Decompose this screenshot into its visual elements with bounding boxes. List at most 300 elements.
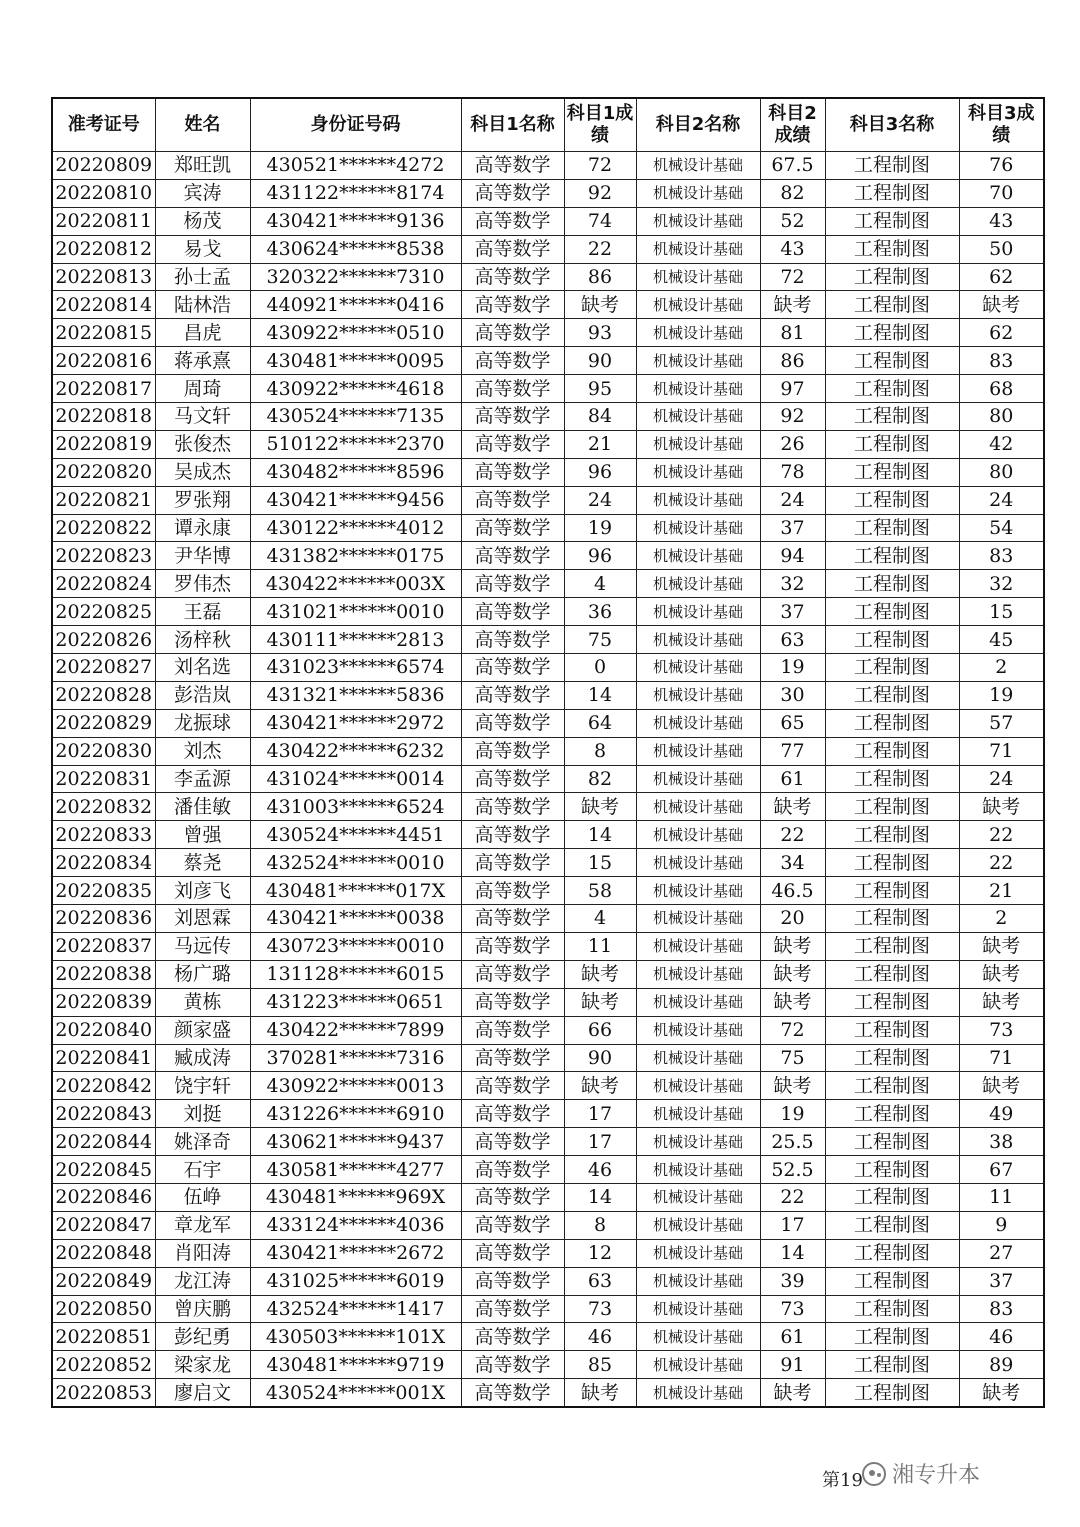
cell-subject2-name: 机械设计基础 [636, 1323, 760, 1351]
cell-subject3-score: 83 [959, 347, 1044, 375]
cell-id-number: 431003******6524 [250, 793, 461, 821]
cell-subject3-score: 21 [959, 877, 1044, 905]
cell-subject1-score: 15 [564, 849, 636, 877]
cell-subject1-score: 75 [564, 626, 636, 654]
cell-subject2-name: 机械设计基础 [636, 1295, 760, 1323]
cell-subject2-name: 机械设计基础 [636, 1100, 760, 1128]
cell-id-number: 430481******0095 [250, 347, 461, 375]
cell-name: 龙振球 [155, 709, 250, 737]
cell-exam-id: 20220853 [52, 1379, 155, 1407]
table-row [52, 347, 1044, 375]
cell-subject2-score: 37 [760, 598, 825, 626]
cell-subject1-score: 17 [564, 1128, 636, 1156]
cell-subject3-score: 11 [959, 1183, 1044, 1211]
cell-id-number: 430922******0013 [250, 1072, 461, 1100]
cell-subject3-score: 54 [959, 514, 1044, 542]
cell-subject3-name: 工程制图 [825, 709, 959, 737]
cell-subject2-name: 机械设计基础 [636, 905, 760, 933]
cell-subject1-name: 高等数学 [461, 375, 564, 403]
table-row [52, 960, 1044, 988]
cell-exam-id: 20220851 [52, 1323, 155, 1351]
table-row [52, 681, 1044, 709]
cell-subject1-name: 高等数学 [461, 877, 564, 905]
cell-subject3-name: 工程制图 [825, 626, 959, 654]
cell-name: 石宇 [155, 1156, 250, 1184]
cell-id-number: 431226******6910 [250, 1100, 461, 1128]
cell-id-number: 430111******2813 [250, 626, 461, 654]
cell-id-number: 430421******2672 [250, 1239, 461, 1267]
table-row [52, 1072, 1044, 1100]
cell-subject1-name: 高等数学 [461, 681, 564, 709]
table-row [52, 877, 1044, 905]
cell-subject3-name: 工程制图 [825, 486, 959, 514]
cell-exam-id: 20220810 [52, 179, 155, 207]
cell-subject2-name: 机械设计基础 [636, 988, 760, 1016]
cell-subject3-name: 工程制图 [825, 877, 959, 905]
cell-name: 梁家龙 [155, 1351, 250, 1379]
cell-exam-id: 20220837 [52, 932, 155, 960]
cell-subject2-score: 72 [760, 263, 825, 291]
table-row [52, 458, 1044, 486]
cell-id-number: 430524******001X [250, 1379, 461, 1407]
cell-subject2-score: 82 [760, 179, 825, 207]
cell-id-number: 430723******0010 [250, 932, 461, 960]
cell-subject2-name: 机械设计基础 [636, 1156, 760, 1184]
table-row [52, 542, 1044, 570]
cell-subject1-name: 高等数学 [461, 737, 564, 765]
cell-name: 廖启文 [155, 1379, 250, 1407]
table-body [52, 152, 1044, 1408]
cell-id-number: 430481******969X [250, 1183, 461, 1211]
cell-subject1-name: 高等数学 [461, 263, 564, 291]
cell-subject1-name: 高等数学 [461, 486, 564, 514]
cell-subject3-name: 工程制图 [825, 263, 959, 291]
cell-subject1-name: 高等数学 [461, 1295, 564, 1323]
cell-subject1-score: 93 [564, 319, 636, 347]
table-row [52, 207, 1044, 235]
cell-subject3-name: 工程制图 [825, 542, 959, 570]
header-exam-id: 准考证号 [52, 98, 155, 152]
cell-name: 蒋承熹 [155, 347, 250, 375]
cell-subject3-name: 工程制图 [825, 291, 959, 319]
cell-id-number: 430922******0510 [250, 319, 461, 347]
cell-subject3-score: 67 [959, 1156, 1044, 1184]
cell-subject3-name: 工程制图 [825, 1016, 959, 1044]
cell-exam-id: 20220814 [52, 291, 155, 319]
cell-subject2-name: 机械设计基础 [636, 1128, 760, 1156]
cell-subject1-score: 82 [564, 765, 636, 793]
cell-subject2-name: 机械设计基础 [636, 626, 760, 654]
cell-exam-id: 20220847 [52, 1211, 155, 1239]
cell-id-number: 431382******0175 [250, 542, 461, 570]
table-row [52, 737, 1044, 765]
cell-subject1-score: 11 [564, 932, 636, 960]
cell-id-number: 430421******9456 [250, 486, 461, 514]
cell-subject1-score: 缺考 [564, 793, 636, 821]
cell-subject3-name: 工程制图 [825, 375, 959, 403]
cell-id-number: 430421******2972 [250, 709, 461, 737]
cell-subject2-name: 机械设计基础 [636, 291, 760, 319]
header-subject1-score: 科目1成绩 [564, 98, 636, 152]
cell-name: 伍峥 [155, 1183, 250, 1211]
cell-subject2-score: 61 [760, 1323, 825, 1351]
cell-subject1-name: 高等数学 [461, 179, 564, 207]
cell-subject3-name: 工程制图 [825, 514, 959, 542]
cell-subject1-name: 高等数学 [461, 1156, 564, 1184]
cell-id-number: 430521******4272 [250, 152, 461, 180]
table-row [52, 570, 1044, 598]
cell-subject2-name: 机械设计基础 [636, 403, 760, 431]
header-subject2-score: 科目2成绩 [760, 98, 825, 152]
cell-exam-id: 20220842 [52, 1072, 155, 1100]
cell-exam-id: 20220829 [52, 709, 155, 737]
cell-subject3-name: 工程制图 [825, 681, 959, 709]
table-row [52, 626, 1044, 654]
table-row [52, 765, 1044, 793]
cell-subject3-name: 工程制图 [825, 207, 959, 235]
cell-subject1-name: 高等数学 [461, 932, 564, 960]
cell-exam-id: 20220818 [52, 403, 155, 431]
cell-subject3-score: 27 [959, 1239, 1044, 1267]
header-row [52, 98, 1044, 152]
cell-subject2-score: 67.5 [760, 152, 825, 180]
cell-subject2-score: 20 [760, 905, 825, 933]
cell-subject3-score: 80 [959, 458, 1044, 486]
cell-subject3-score: 80 [959, 403, 1044, 431]
cell-name: 曾庆鹏 [155, 1295, 250, 1323]
cell-subject2-score: 73 [760, 1295, 825, 1323]
cell-subject1-name: 高等数学 [461, 319, 564, 347]
cell-subject1-name: 高等数学 [461, 598, 564, 626]
cell-exam-id: 20220825 [52, 598, 155, 626]
table-row [52, 793, 1044, 821]
cell-subject1-score: 22 [564, 235, 636, 263]
cell-subject2-score: 81 [760, 319, 825, 347]
cell-subject2-name: 机械设计基础 [636, 542, 760, 570]
cell-subject2-name: 机械设计基础 [636, 263, 760, 291]
table-row [52, 1267, 1044, 1295]
cell-subject1-score: 0 [564, 654, 636, 682]
cell-id-number: 431021******0010 [250, 598, 461, 626]
cell-subject1-name: 高等数学 [461, 709, 564, 737]
cell-exam-id: 20220849 [52, 1267, 155, 1295]
cell-subject3-score: 50 [959, 235, 1044, 263]
cell-id-number: 430421******0038 [250, 905, 461, 933]
cell-subject2-name: 机械设计基础 [636, 1072, 760, 1100]
cell-subject1-score: 8 [564, 1211, 636, 1239]
cell-subject1-score: 90 [564, 1044, 636, 1072]
cell-exam-id: 20220826 [52, 626, 155, 654]
cell-name: 易戈 [155, 235, 250, 263]
cell-exam-id: 20220846 [52, 1183, 155, 1211]
cell-subject2-score: 75 [760, 1044, 825, 1072]
cell-subject2-name: 机械设计基础 [636, 598, 760, 626]
cell-subject1-score: 24 [564, 486, 636, 514]
cell-exam-id: 20220839 [52, 988, 155, 1016]
cell-id-number: 131128******6015 [250, 960, 461, 988]
cell-subject1-score: 14 [564, 681, 636, 709]
cell-subject3-score: 89 [959, 1351, 1044, 1379]
cell-subject3-score: 缺考 [959, 291, 1044, 319]
cell-subject3-name: 工程制图 [825, 347, 959, 375]
cell-subject1-score: 46 [564, 1156, 636, 1184]
cell-name: 臧成涛 [155, 1044, 250, 1072]
cell-subject3-score: 32 [959, 570, 1044, 598]
cell-subject1-score: 4 [564, 905, 636, 933]
cell-id-number: 431024******0014 [250, 765, 461, 793]
cell-subject1-score: 95 [564, 375, 636, 403]
cell-subject3-name: 工程制图 [825, 654, 959, 682]
cell-subject3-name: 工程制图 [825, 458, 959, 486]
cell-name: 马文轩 [155, 403, 250, 431]
cell-id-number: 431223******0651 [250, 988, 461, 1016]
cell-id-number: 510122******2370 [250, 430, 461, 458]
cell-id-number: 432524******1417 [250, 1295, 461, 1323]
cell-subject2-score: 86 [760, 347, 825, 375]
cell-subject2-name: 机械设计基础 [636, 207, 760, 235]
table-row [52, 988, 1044, 1016]
cell-subject2-score: 37 [760, 514, 825, 542]
cell-exam-id: 20220809 [52, 152, 155, 180]
cell-subject3-score: 43 [959, 207, 1044, 235]
cell-subject2-name: 机械设计基础 [636, 877, 760, 905]
cell-id-number: 431023******6574 [250, 654, 461, 682]
cell-subject3-name: 工程制图 [825, 1239, 959, 1267]
cell-exam-id: 20220845 [52, 1156, 155, 1184]
cell-subject3-score: 49 [959, 1100, 1044, 1128]
cell-exam-id: 20220821 [52, 486, 155, 514]
cell-id-number: 432524******0010 [250, 849, 461, 877]
cell-subject3-name: 工程制图 [825, 403, 959, 431]
cell-subject2-score: 30 [760, 681, 825, 709]
cell-subject1-name: 高等数学 [461, 1211, 564, 1239]
cell-subject2-score: 32 [760, 570, 825, 598]
cell-id-number: 430621******9437 [250, 1128, 461, 1156]
cell-name: 杨茂 [155, 207, 250, 235]
cell-subject1-name: 高等数学 [461, 514, 564, 542]
cell-subject1-score: 19 [564, 514, 636, 542]
cell-subject2-name: 机械设计基础 [636, 1379, 760, 1407]
header-subject3-score: 科目3成绩 [959, 98, 1044, 152]
table-row [52, 486, 1044, 514]
cell-exam-id: 20220817 [52, 375, 155, 403]
cell-id-number: 430421******9136 [250, 207, 461, 235]
cell-exam-id: 20220832 [52, 793, 155, 821]
cell-subject1-name: 高等数学 [461, 626, 564, 654]
cell-subject3-name: 工程制图 [825, 570, 959, 598]
cell-subject1-name: 高等数学 [461, 235, 564, 263]
cell-subject3-name: 工程制图 [825, 1323, 959, 1351]
table-row [52, 152, 1044, 180]
cell-subject2-score: 78 [760, 458, 825, 486]
cell-name: 郑旺凯 [155, 152, 250, 180]
table-row [52, 1211, 1044, 1239]
cell-name: 张俊杰 [155, 430, 250, 458]
cell-subject3-name: 工程制图 [825, 737, 959, 765]
cell-id-number: 430481******9719 [250, 1351, 461, 1379]
cell-subject3-name: 工程制图 [825, 988, 959, 1016]
cell-exam-id: 20220822 [52, 514, 155, 542]
cell-subject2-name: 机械设计基础 [636, 1267, 760, 1295]
table-row [52, 1128, 1044, 1156]
cell-subject1-score: 96 [564, 542, 636, 570]
cell-exam-id: 20220835 [52, 877, 155, 905]
cell-subject1-name: 高等数学 [461, 1072, 564, 1100]
cell-subject1-score: 4 [564, 570, 636, 598]
cell-subject1-score: 64 [564, 709, 636, 737]
cell-id-number: 440921******0416 [250, 291, 461, 319]
cell-id-number: 430422******003X [250, 570, 461, 598]
cell-name: 杨广璐 [155, 960, 250, 988]
cell-exam-id: 20220815 [52, 319, 155, 347]
cell-subject2-name: 机械设计基础 [636, 486, 760, 514]
cell-exam-id: 20220816 [52, 347, 155, 375]
cell-subject3-name: 工程制图 [825, 1211, 959, 1239]
cell-id-number: 430482******8596 [250, 458, 461, 486]
cell-subject2-score: 52 [760, 207, 825, 235]
cell-id-number: 431321******5836 [250, 681, 461, 709]
cell-subject3-name: 工程制图 [825, 1295, 959, 1323]
table-row [52, 263, 1044, 291]
cell-subject3-score: 76 [959, 152, 1044, 180]
table-row [52, 709, 1044, 737]
cell-id-number: 430122******4012 [250, 514, 461, 542]
cell-name: 彭浩岚 [155, 681, 250, 709]
cell-subject3-score: 2 [959, 905, 1044, 933]
cell-subject3-score: 24 [959, 486, 1044, 514]
cell-subject1-score: 86 [564, 263, 636, 291]
cell-subject1-name: 高等数学 [461, 458, 564, 486]
table-row [52, 179, 1044, 207]
cell-subject2-name: 机械设计基础 [636, 430, 760, 458]
cell-subject2-name: 机械设计基础 [636, 179, 760, 207]
cell-id-number: 430624******8538 [250, 235, 461, 263]
cell-subject3-score: 73 [959, 1016, 1044, 1044]
cell-subject2-score: 43 [760, 235, 825, 263]
cell-subject3-score: 缺考 [959, 1379, 1044, 1407]
cell-subject3-score: 46 [959, 1323, 1044, 1351]
cell-name: 蔡尧 [155, 849, 250, 877]
cell-exam-id: 20220831 [52, 765, 155, 793]
cell-subject2-score: 19 [760, 1100, 825, 1128]
cell-name: 刘恩霖 [155, 905, 250, 933]
cell-subject2-score: 61 [760, 765, 825, 793]
cell-subject1-name: 高等数学 [461, 152, 564, 180]
cell-subject3-score: 71 [959, 1044, 1044, 1072]
cell-subject3-name: 工程制图 [825, 1267, 959, 1295]
cell-subject2-score: 25.5 [760, 1128, 825, 1156]
cell-id-number: 430581******4277 [250, 1156, 461, 1184]
cell-subject2-score: 22 [760, 821, 825, 849]
cell-subject3-score: 57 [959, 709, 1044, 737]
cell-subject3-score: 71 [959, 737, 1044, 765]
cell-subject2-name: 机械设计基础 [636, 793, 760, 821]
cell-name: 吴成杰 [155, 458, 250, 486]
cell-subject2-name: 机械设计基础 [636, 458, 760, 486]
table-row [52, 654, 1044, 682]
cell-subject3-name: 工程制图 [825, 932, 959, 960]
watermark [862, 1458, 980, 1489]
cell-subject1-name: 高等数学 [461, 1183, 564, 1211]
cell-name: 颜家盛 [155, 1016, 250, 1044]
cell-subject2-score: 97 [760, 375, 825, 403]
cell-subject1-name: 高等数学 [461, 1351, 564, 1379]
cell-subject3-score: 缺考 [959, 960, 1044, 988]
table-row [52, 1100, 1044, 1128]
table-row [52, 932, 1044, 960]
cell-subject1-name: 高等数学 [461, 960, 564, 988]
cell-subject3-name: 工程制图 [825, 1044, 959, 1072]
header-subject1-name: 科目1名称 [461, 98, 564, 152]
cell-subject1-name: 高等数学 [461, 207, 564, 235]
cell-subject2-name: 机械设计基础 [636, 235, 760, 263]
cell-subject2-name: 机械设计基础 [636, 514, 760, 542]
cell-name: 刘名选 [155, 654, 250, 682]
cell-subject2-score: 26 [760, 430, 825, 458]
cell-subject1-name: 高等数学 [461, 430, 564, 458]
cell-exam-id: 20220848 [52, 1239, 155, 1267]
cell-name: 汤梓秋 [155, 626, 250, 654]
cell-subject1-name: 高等数学 [461, 1379, 564, 1407]
cell-subject2-score: 39 [760, 1267, 825, 1295]
header-name: 姓名 [155, 98, 250, 152]
cell-exam-id: 20220844 [52, 1128, 155, 1156]
cell-name: 刘杰 [155, 737, 250, 765]
cell-name: 周琦 [155, 375, 250, 403]
cell-subject2-score: 52.5 [760, 1156, 825, 1184]
cell-exam-id: 20220834 [52, 849, 155, 877]
cell-subject2-name: 机械设计基础 [636, 1044, 760, 1072]
table-row [52, 514, 1044, 542]
cell-subject1-score: 84 [564, 403, 636, 431]
cell-name: 姚泽奇 [155, 1128, 250, 1156]
cell-subject3-name: 工程制图 [825, 765, 959, 793]
cell-subject1-score: 缺考 [564, 988, 636, 1016]
cell-subject3-name: 工程制图 [825, 430, 959, 458]
cell-subject3-score: 45 [959, 626, 1044, 654]
cell-name: 彭纪勇 [155, 1323, 250, 1351]
cell-name: 刘彦飞 [155, 877, 250, 905]
header-subject2-name: 科目2名称 [636, 98, 760, 152]
cell-exam-id: 20220827 [52, 654, 155, 682]
cell-subject1-name: 高等数学 [461, 765, 564, 793]
cell-subject3-score: 68 [959, 375, 1044, 403]
cell-id-number: 431025******6019 [250, 1267, 461, 1295]
cell-subject1-score: 21 [564, 430, 636, 458]
cell-subject1-score: 63 [564, 1267, 636, 1295]
cell-subject3-name: 工程制图 [825, 1351, 959, 1379]
cell-subject3-score: 70 [959, 179, 1044, 207]
cell-id-number: 430524******4451 [250, 821, 461, 849]
cell-subject1-name: 高等数学 [461, 403, 564, 431]
cell-name: 宾涛 [155, 179, 250, 207]
cell-subject1-name: 高等数学 [461, 1267, 564, 1295]
cell-exam-id: 20220812 [52, 235, 155, 263]
cell-name: 饶宇轩 [155, 1072, 250, 1100]
cell-subject3-score: 15 [959, 598, 1044, 626]
cell-subject1-name: 高等数学 [461, 905, 564, 933]
cell-subject1-score: 17 [564, 1100, 636, 1128]
cell-subject1-score: 85 [564, 1351, 636, 1379]
cell-subject2-score: 94 [760, 542, 825, 570]
cell-subject2-name: 机械设计基础 [636, 960, 760, 988]
cell-exam-id: 20220838 [52, 960, 155, 988]
cell-exam-id: 20220833 [52, 821, 155, 849]
cell-subject1-score: 73 [564, 1295, 636, 1323]
cell-name: 刘挺 [155, 1100, 250, 1128]
table-row [52, 430, 1044, 458]
cell-subject3-score: 62 [959, 319, 1044, 347]
